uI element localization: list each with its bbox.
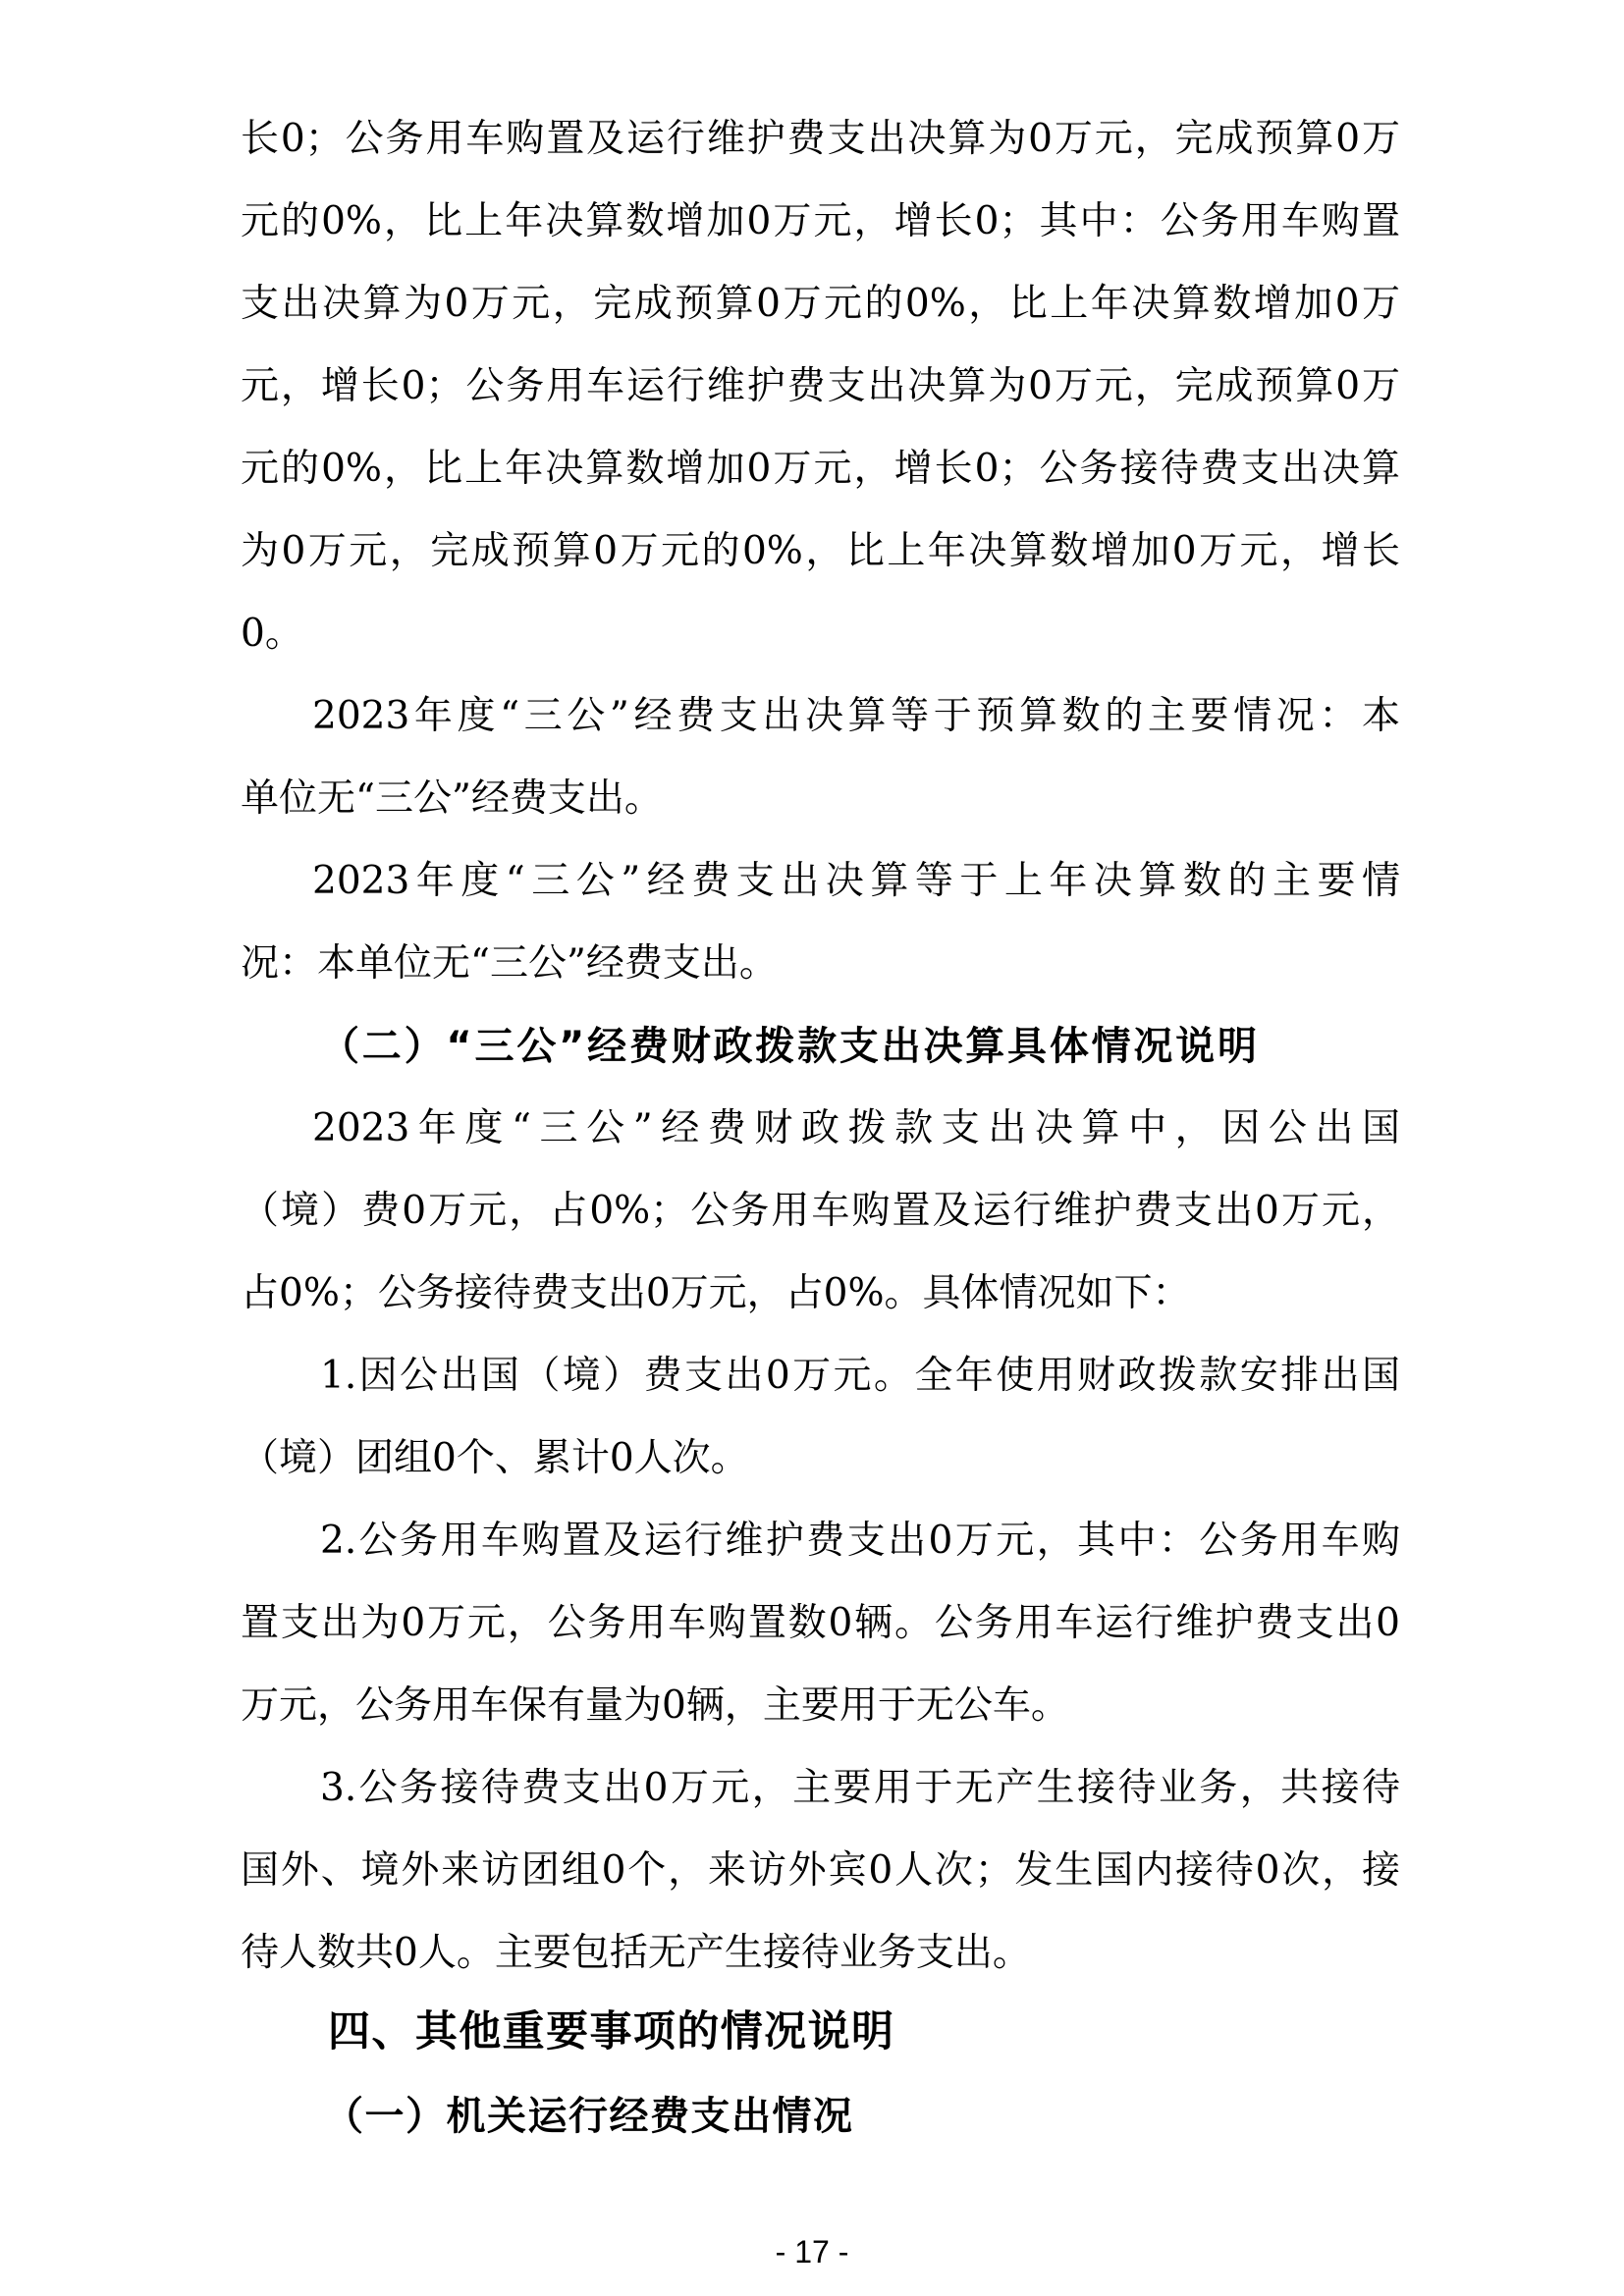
body-text-line: 0。	[241, 612, 303, 656]
body-text-line: 单位无“三公”经费支出。	[241, 776, 663, 821]
list-item-3-line: 待人数共0人。主要包括无产生接待业务支出。	[241, 1931, 1031, 1975]
body-text-line: 支出决算为0万元，完成预算0万元的0%，比上年决算数增加0万	[241, 282, 1400, 326]
body-text-line: 2023年度“三公”经费支出决算等于上年决算数的主要情	[312, 859, 1400, 903]
body-text-line: 2023年度“三公”经费支出决算等于预算数的主要情况：本	[312, 694, 1400, 738]
body-text-line: 2023年度“三公”经费财政拨款支出决算中，因公出国	[312, 1106, 1400, 1150]
body-text-line: 元的0%，比上年决算数增加0万元，增长0；公务接待费支出决算	[241, 447, 1400, 491]
page-number: - 17 -	[775, 2234, 849, 2269]
list-item-1-line: 1.因公出国（境）费支出0万元。全年使用财政拨款安排出国	[320, 1354, 1400, 1398]
list-item-2-line: 置支出为0万元，公务用车购置数0辆。公务用车运行维护费支出0	[241, 1601, 1400, 1645]
body-text-line: 元，增长0；公务用车运行维护费支出决算为0万元，完成预算0万	[241, 364, 1400, 408]
subheading-operating-expenses: （一）机关运行经费支出情况	[324, 2094, 852, 2139]
body-text-line: 长0；公务用车购置及运行维护费支出决算为0万元，完成预算0万	[241, 117, 1400, 161]
list-item-3-line: 国外、境外来访团组0个，来访外宾0人次；发生国内接待0次，接	[241, 1848, 1400, 1893]
body-text-line: 占0%；公务接待费支出0万元，占0%。具体情况如下：	[241, 1271, 1191, 1315]
subheading-fiscal-detail: （二）“三公”经费财政拨款支出决算具体情况说明	[320, 1024, 1257, 1069]
body-text-line: 况：本单位无“三公”经费支出。	[241, 941, 778, 986]
list-item-1-line: （境）团组0个、累计0人次。	[241, 1436, 749, 1480]
list-item-3-line: 3.公务接待费支出0万元，主要用于无产生接待业务，共接待	[320, 1766, 1400, 1810]
body-text-line: 为0万元，完成预算0万元的0%，比上年决算数增加0万元，增长	[241, 529, 1400, 573]
section-heading-other-matters: 四、其他重要事项的情况说明	[328, 2007, 893, 2056]
list-item-2-line: 2.公务用车购置及运行维护费支出0万元，其中：公务用车购	[320, 1519, 1400, 1563]
body-text-line: （境）费0万元，占0%；公务用车购置及运行维护费支出0万元，	[241, 1189, 1400, 1233]
body-text-line: 元的0%，比上年决算数增加0万元，增长0；其中：公务用车购置	[241, 199, 1400, 243]
list-item-2-line: 万元，公务用车保有量为0辆，主要用于无公车。	[241, 1683, 1069, 1728]
